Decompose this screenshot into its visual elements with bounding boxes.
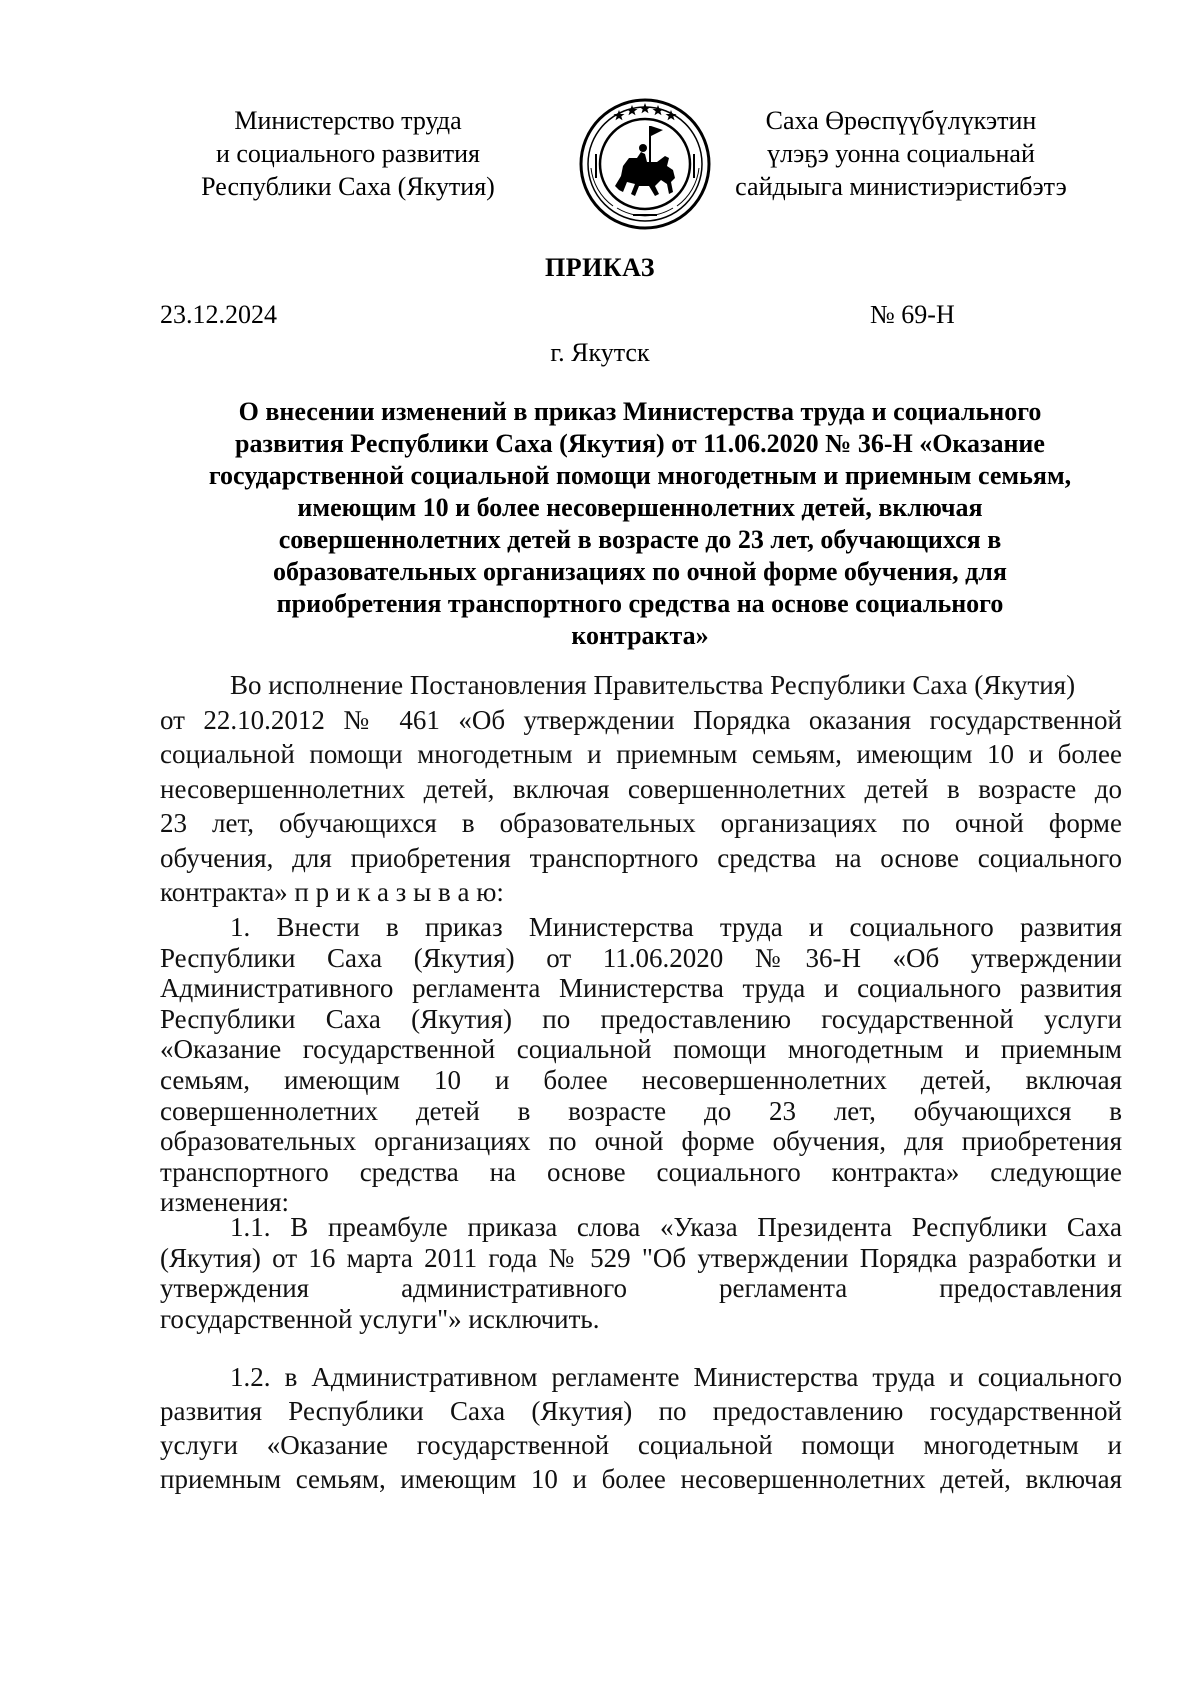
- paragraph-line: семьям, имеющим 10 и более несовершеннолетних детей, включая: [160, 1064, 1122, 1095]
- paragraph-line: государственной услуги"» исключить.: [160, 1303, 600, 1334]
- paragraph-line: 1.2. в Административном регламенте Министерства труда и социального: [230, 1362, 1122, 1392]
- subject-line: имеющим 10 и более несовершеннолетних детей, включая: [297, 493, 983, 522]
- paragraph-line: 1. Внести в приказ Министерства труда и социального развития: [230, 912, 1122, 942]
- paragraph-line: социальной помощи многодетным и приемным семьям, имеющим 10 и более: [160, 739, 1122, 769]
- subject-line: контракта»: [571, 621, 709, 650]
- paragraph-line: от 22.10.2012 № 461 «Об утверждении Порядка оказания государственной: [160, 704, 1122, 735]
- paragraph-line: 23 лет, обучающихся в образовательных организациях по очной форме: [160, 808, 1122, 838]
- ministry-name-line: Министерство труда: [234, 106, 462, 135]
- order-date: 23.12.2024: [160, 300, 277, 329]
- paragraph-line: Республики Саха (Якутия) по предоставлению государственной услуги: [160, 1003, 1122, 1034]
- paragraph-line: Административного регламента Министерства труда и социального развития: [160, 973, 1122, 1004]
- subject-line: совершеннолетних детей в возрасте до 23 лет, обучающихся в: [278, 525, 1002, 554]
- ministry-name-line: Саха Өрөспүүбүлүкэтин: [765, 106, 1037, 135]
- subject-line: приобретения транспортного средства на основе социального: [276, 589, 1004, 618]
- paragraph-line: услуги «Оказание государственной социальной помощи многодетным и: [160, 1430, 1122, 1460]
- preamble-paragraph: [160, 668, 1122, 910]
- order-city: г. Якутск: [550, 338, 650, 367]
- paragraph-line: приемным семьям, имеющим 10 и более несовершеннолетних детей, включая: [160, 1464, 1122, 1494]
- order-subject: [160, 396, 1120, 652]
- ministry-name-russian: [158, 104, 538, 203]
- order-number: № 69-Н: [870, 300, 955, 329]
- paragraph-line: несовершеннолетних детей, включая совершеннолетних детей в возрасте до: [160, 773, 1122, 804]
- subject-line: О внесении изменений в приказ Министерства труда и социального: [238, 397, 1042, 426]
- paragraph-line: образовательных организациях по очной форме обучения, для приобретения: [160, 1126, 1122, 1157]
- paragraph-line: Республики Саха (Якутия) от 11.06.2020 №36-Н «Об утверждении: [160, 942, 1122, 973]
- paragraph-line: изменения:: [160, 1187, 290, 1218]
- paragraph-line: Во исполнение Постановления Правительства Республики Саха (Якутия): [230, 670, 1076, 700]
- paragraph-line: транспортного средства на основе социального контракта» следующие: [160, 1156, 1122, 1187]
- paragraph-line: (Якутия) от 16 марта 2011 года № 529 "Об утверждении Порядка разработки и: [160, 1242, 1122, 1273]
- item-1-paragraph: [160, 912, 1122, 1218]
- subject-line: образовательных организациях по очной форме обучения, для: [273, 557, 1007, 586]
- subject-line: государственной социальной помощи многодетным и приемным семьям,: [208, 461, 1072, 490]
- item-1-2-paragraph: [160, 1360, 1122, 1496]
- order-title: ПРИКАЗ: [544, 253, 656, 282]
- item-1-1-paragraph: [160, 1212, 1122, 1334]
- paragraph-line: совершеннолетних детей в возрасте до 23 лет, обучающихся в: [160, 1095, 1122, 1126]
- ministry-name-line: и социального развития: [215, 139, 481, 168]
- paragraph-line: обучения, для приобретения транспортного средства на основе социального: [160, 842, 1122, 873]
- ministry-name-line: үлэҕэ уонна социальнай: [767, 139, 1035, 168]
- ministry-name-line: сайдыыга министиэристибэтэ: [735, 172, 1067, 201]
- paragraph-line: «Оказание государственной социальной помощи многодетным и приемным: [160, 1034, 1122, 1065]
- paragraph-line: развития Республики Саха (Якутия) по предоставлению государственной: [160, 1396, 1122, 1426]
- paragraph-line: утверждения административного регламента предоставления: [160, 1273, 1122, 1304]
- paragraph-line: 1.1. В преамбуле приказа слова «Указа Президента Республики Саха: [230, 1212, 1122, 1242]
- ministry-name-yakut: [681, 104, 1121, 203]
- paragraph-line: контракта» п р и к а з ы в а ю:: [160, 877, 504, 907]
- ministry-name-line: Республики Саха (Якутия): [201, 172, 495, 201]
- subject-line: развития Республики Саха (Якутия) от 11.06.2020 № 36-Н «Оказание: [235, 429, 1045, 458]
